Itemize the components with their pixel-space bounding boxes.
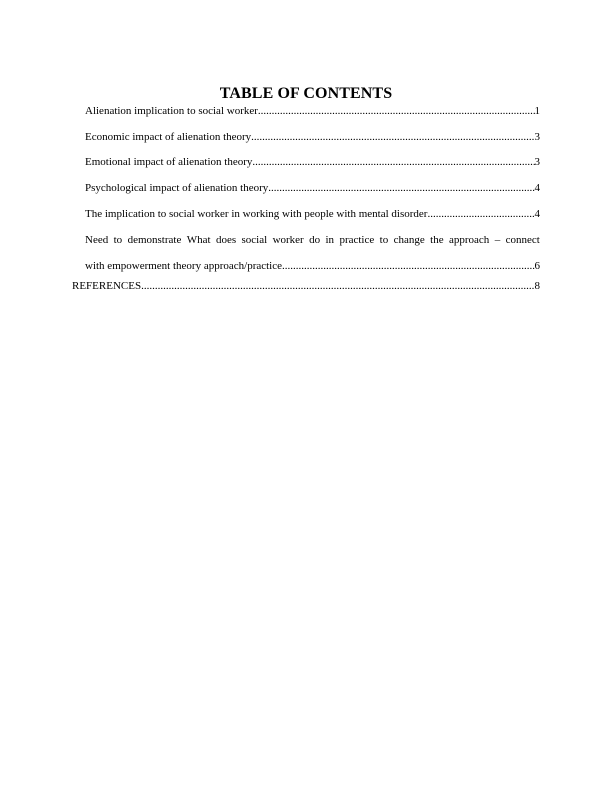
dot-leader <box>141 280 534 293</box>
toc-entry-word: What <box>186 234 211 246</box>
toc-page-number: 1 <box>534 105 540 117</box>
toc-page-number: 4 <box>534 182 540 194</box>
toc-entry-alienation-implication[interactable] <box>85 105 540 118</box>
toc-entry-references[interactable] <box>72 280 540 293</box>
toc-entry-word: do <box>309 234 321 246</box>
dot-leader <box>427 208 534 221</box>
toc-entry-word: – <box>494 234 501 246</box>
dot-leader <box>258 105 535 118</box>
dot-leader <box>268 182 534 195</box>
toc-entry-emotional-impact[interactable] <box>85 156 540 169</box>
toc-entry-text: Economic impact of alienation theory <box>85 131 252 143</box>
toc-entry-word: approach <box>449 234 490 246</box>
toc-entry-word: to <box>113 234 123 246</box>
toc-page-number: 6 <box>534 260 540 272</box>
toc-entry-word: to <box>379 234 389 246</box>
toc-entry-word: social <box>241 234 268 246</box>
toc-entry-word: demonstrate <box>127 234 182 246</box>
toc-entry-word: in <box>325 234 335 246</box>
toc-entry-economic-impact[interactable] <box>85 131 540 144</box>
toc-entry-mental-disorder[interactable] <box>85 208 540 221</box>
toc-entry-psychological-impact[interactable] <box>85 182 540 195</box>
dot-leader <box>251 131 534 144</box>
toc-entry-word: Need <box>85 234 109 246</box>
toc-entry-text: REFERENCES <box>72 280 142 292</box>
toc-entry-text-line2: with empowerment theory approach/practice <box>85 260 283 272</box>
toc-entry-text: Alienation implication to social worker <box>85 105 258 117</box>
toc-entry-text: Emotional impact of alienation theory <box>85 156 253 168</box>
toc-entry-word: the <box>430 234 444 246</box>
toc-page-number: 8 <box>534 280 540 292</box>
toc-page-number: 3 <box>534 131 540 143</box>
toc-entry-word: worker <box>272 234 304 246</box>
toc-title: TABLE OF CONTENTS <box>219 85 393 102</box>
dot-leader <box>252 156 534 169</box>
toc-entry-text: The implication to social worker in working with people with mental disorder <box>85 208 428 220</box>
toc-page-number: 4 <box>534 208 540 220</box>
toc-entry-word: practice <box>339 234 375 246</box>
toc-page-number: 3 <box>534 156 540 168</box>
toc-entry-word: change <box>393 234 425 246</box>
toc-entry-word: connect <box>505 234 540 246</box>
toc-entry-empowerment-approach[interactable] <box>85 234 540 273</box>
toc-entry-text: Psychological impact of alienation theory <box>85 182 269 194</box>
dot-leader <box>282 260 534 273</box>
toc-entry-word: does <box>215 234 237 246</box>
toc-entry-text-line1 <box>85 234 540 247</box>
